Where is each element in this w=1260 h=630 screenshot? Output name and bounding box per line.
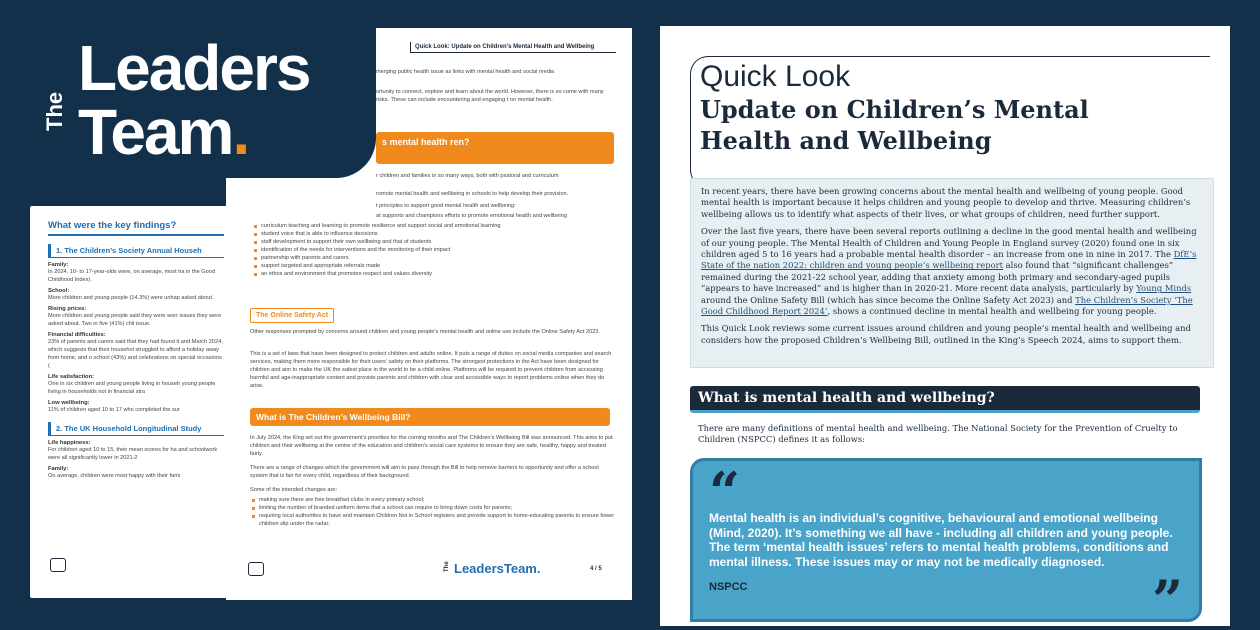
definition-intro: There are many definitions of mental health and wellbeing. The National Society for the Prevention of Cruelty to Children (NSPCC) defines it as follows: xyxy=(698,423,1178,445)
finding-text: 11% of children aged 10 to 17 who completed the sur xyxy=(48,407,180,413)
bill-p1: In July 2024, the King set out the government’s priorities for the coming months and The Children’s Wellbeing Bill was announced. This aims to put children and their wellbeing at the centre of the education and children’s social care systems to ensure they are safe, healthy, happy and treated fairly. xyxy=(250,435,613,457)
finding-text: More children and young people (14.3%) were unhap asked about. xyxy=(48,295,214,301)
link-dfe-report[interactable]: DfE’s State of the nation 2022: children and young people’s wellbeing report xyxy=(701,249,1197,271)
bullet-item: student voice that is able to influence decisions xyxy=(252,230,616,238)
quote-close-icon: ” xyxy=(1151,568,1183,626)
footer-logo-text: LeadersTeam. xyxy=(454,561,541,576)
mid-line2: romote mental health and wellbeing in schools to help develop their provision. xyxy=(376,191,569,197)
online-safety-p1: Other responses prompted by concerns around children and young people's mental health and online use include the Online Safety Act 2023. xyxy=(250,329,600,335)
finding-item xyxy=(48,332,224,370)
finding-label: Family: xyxy=(48,262,69,268)
mid-line4: at supports and champions efforts to promote emotional health and wellbeing xyxy=(376,213,567,219)
quote-open-icon: “ xyxy=(709,460,741,524)
findings-list xyxy=(48,262,230,414)
finding-text: On average, children were most happy with their fami xyxy=(48,473,181,479)
bullet-item: requiring local authorities to have and maintain Children Not in School registers and provide support to home-educating parents to ensure fewer children slip under the radar; xyxy=(250,512,616,528)
intro-paragraph-3: This Quick Look reviews some current issues around children and young people’s mental health and wellbeing and considers how the proposed Children’s Wellbeing Bill, outlined in the King’s Speech 2024, aims to support them. xyxy=(701,323,1191,345)
logo-leaders: Leaders xyxy=(78,32,310,104)
finding-text: In 2024, 10- to 17-year-olds were, on average, most ha in the Good Childhood Index). xyxy=(48,269,215,283)
link-young-minds[interactable]: Young Minds xyxy=(1136,283,1192,294)
intro-paragraph-1: In recent years, there have been growing concerns about the mental health and wellbeing of young people. Good mental health is important because it helps children and young people to develop and thrive. Measuring children’s wellbeing allows us to identify what aspects of their lives, or what groups of children, need further support. xyxy=(701,186,1191,219)
page-preview-findings xyxy=(30,206,230,598)
quote-text: Mental health is an individual’s cognitive, behavioural and emotional wellbeing (Mind, 2020). It’s something we all have - including all children and young people. The term ‘mental health issues’ refers to mental health problems, conditions and mental illness. These issues may or may not be medically diagnosed. xyxy=(709,511,1173,569)
finding-label: Life satisfaction: xyxy=(48,374,95,380)
finding-label: Family: xyxy=(48,466,69,472)
nspcc-quote-box xyxy=(690,458,1202,626)
bill-p2: There are a range of changes which the government will aim to pass through the Bill to help remove barriers to opportunity and offer a school system that is fair for every child, regardless of their background. xyxy=(250,465,599,479)
mid-orange-heading: s mental health ren? xyxy=(376,132,614,164)
finding-item xyxy=(48,262,224,284)
link-good-childhood-report[interactable]: The Children’s Society ‘The Good Childhood Report 2024’ xyxy=(701,294,1193,317)
mid-intro2: ortunity to connect, explore and learn about the world. However, there is es come with many risks. These can include encountering and engaging t on mental health. xyxy=(376,89,604,103)
bill-title: What is The Children’s Wellbeing Bill? xyxy=(250,408,610,426)
finding-label: Life happiness: xyxy=(48,440,91,446)
finding-item xyxy=(48,306,224,328)
finding-label: Rising prices: xyxy=(48,306,87,312)
title-quick-look: Quick Look xyxy=(700,60,851,93)
finding-text: 23% of parents and carers said that they had found it and March 2024, which suggests that their househol struggled to afford a holiday away from home, and o school (43%) and celebrations on special occasions ( xyxy=(48,339,223,369)
badge-icon xyxy=(50,558,66,572)
bullet-item: making sure there are free breakfast clubs in every primary school; xyxy=(250,496,616,504)
footer-logo-the: The xyxy=(444,561,450,572)
online-safety-p2: This is a set of laws that have been designed to protect children and adults online. It puts a range of duties on social media companies and search services, making them more responsible for their users' safety on their platforms. The strongest protections in the Act have been designed for children and aim to make the UK the safest place in the world to be a child online. Platforms will be required to prevent children from accessing harmful and age-inappropriate content and provide parents and children with clear and accessible ways to report problems online when they do arise. xyxy=(250,351,612,389)
bullet-item: partnership with parents and carers xyxy=(252,254,616,262)
brand-logo xyxy=(42,32,342,176)
mid-bullet-list xyxy=(252,222,616,278)
bullet-item: an ethos and environment that promotes respect and values diversity xyxy=(252,270,616,278)
logo-the: The xyxy=(42,91,67,131)
quote-source: NSPCC xyxy=(709,581,748,593)
findings-sub2: 2. The UK Household Longitudinal Study xyxy=(48,422,224,436)
page-preview-cover xyxy=(660,26,1230,626)
logo-dot: . xyxy=(232,96,249,168)
finding-text: For children aged 10 to 15, their mean scores for ha and schoolwork were all significantly lower in 2021-2 xyxy=(48,447,218,461)
mid-intro1: merging public health issue as links with mental health and social media xyxy=(376,69,555,75)
finding-text: More children and young people said they were worr issues they were asked about. Two in five (41%) chil issue. xyxy=(48,313,222,327)
finding-item xyxy=(48,288,224,302)
online-safety-title: The Online Safety Act xyxy=(250,308,334,323)
mid-header: Quick Look: Update on Children’s Mental Health and Wellbeing xyxy=(410,42,616,53)
badge-icon xyxy=(248,562,264,576)
finding-label: School: xyxy=(48,288,70,294)
section-heading-mental-health: What is mental health and wellbeing? xyxy=(690,386,1200,413)
bill-bullet-list xyxy=(250,496,616,528)
finding-item xyxy=(48,440,224,462)
bill-p3: Some of the intended changes are: xyxy=(250,487,338,493)
mid-line1: r children and families in so many ways, both with pastoral and curriculum xyxy=(376,173,559,179)
finding-label: Low wellbeing: xyxy=(48,400,90,406)
intro-paragraph-2: Over the last five years, there have been several reports outlining a decline in the good mental health and wellbeing of our young people. The Mental Health of Children and Young People in England survey (2020) found one in six children aged 5 to 16 years had a probable mental health disorder – an increase from one in nine in 2017. The DfE’s State of the nation 2022: children and young people’s wellbeing report also found that “significant challenges” remained during the 2021-22 school year, adding that anxiety among both primary and secondary-aged pupils “appears to have increased” and is higher than in 2020-21. More recent data analysis, particularly by Young Minds around the Online Safety Bill (which has since become the Online Safety Act 2023) and The Children’s Society ‘The Good Childhood Report 2024’, shows a continued decline in mental health and wellbeing for young people. xyxy=(701,226,1197,317)
document-title: Update on Children’s Mental Health and Wellbeing xyxy=(700,95,1089,155)
findings-heading: What were the key findings? xyxy=(48,220,224,236)
findings-sub1: 1. The Children’s Society Annual Househ xyxy=(48,244,224,258)
bullet-item: identification of the needs for interventions and the monitoring of their impact xyxy=(252,246,616,254)
finding-item xyxy=(48,466,224,480)
footer-logo xyxy=(444,558,574,580)
finding-item xyxy=(48,400,224,414)
mid-line3: t principles to support good mental health and wellbeing: xyxy=(376,203,516,209)
finding-text: One in six children and young people living in househ young people living in households not in financial stra xyxy=(48,381,216,395)
bullet-item: staff development to support their own wellbeing and that of students xyxy=(252,238,616,246)
finding-item xyxy=(48,374,224,396)
page-number: 4 / 5 xyxy=(590,566,602,572)
intro-box xyxy=(690,178,1214,368)
bullet-item: support targeted and appropriate referrals made xyxy=(252,262,616,270)
bullet-item: limiting the number of branded uniform items that a school can require to bring down costs for parents; xyxy=(250,504,616,512)
bullet-item: curriculum teaching and learning to promote resilience and support social and emotional learning xyxy=(252,222,616,230)
logo-team: Team. xyxy=(78,96,249,168)
findings-list-2 xyxy=(48,440,230,480)
finding-label: Financial difficulties: xyxy=(48,332,106,338)
